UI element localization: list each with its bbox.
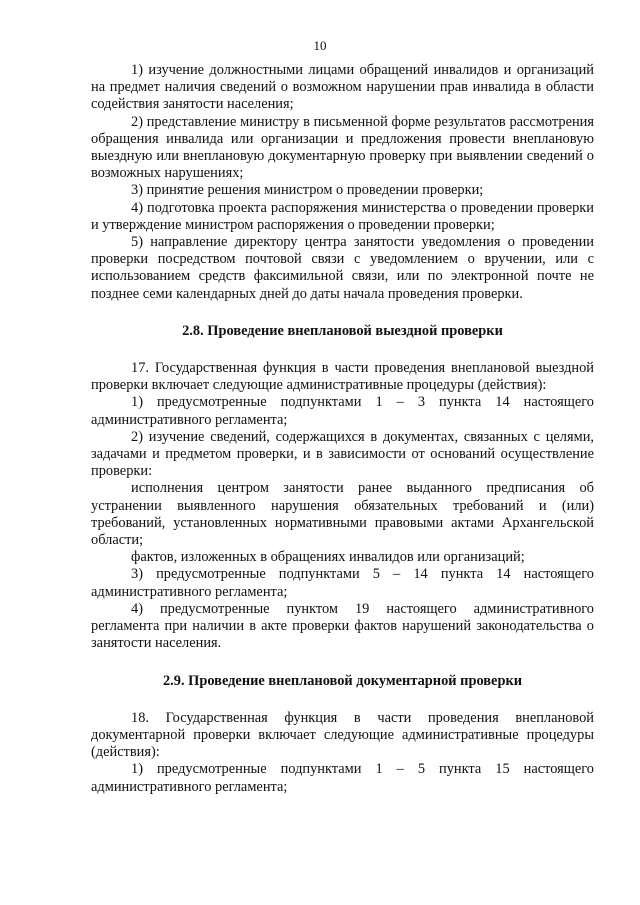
paragraph: 3) предусмотренные подпунктами 5 – 14 пункта 14 настоящего административного регламента;	[91, 566, 594, 600]
paragraph: 2) представление министру в письменной форме результатов рассмотрения обращения инвалида или организации и предложения провести внеплановую выездную или внеплановую документарную проверку при выявлении сведений о возможных нарушениях;	[91, 113, 594, 182]
paragraph: 17. Государственная функция в части проведения внеплановой выездной проверки включает следующие административные процедуры (действия):	[91, 360, 594, 394]
paragraph: исполнения центром занятости ранее выданного предписания об устранении выявленного нарушения обязательных требований и (или) требований, установленных нормативными правовыми актами Архангельской области;	[91, 480, 594, 549]
page-number: 10	[313, 38, 327, 53]
paragraph: 1) предусмотренные подпунктами 1 – 5 пункта 15 настоящего административного регламента;	[91, 761, 594, 795]
paragraph: 1) изучение должностными лицами обращений инвалидов и организаций на предмет наличия сведений о возможном нарушении прав инвалида в области содействия занятости населения;	[91, 62, 594, 113]
document-body	[91, 62, 594, 796]
section-heading-2-8: 2.8. Проведение внеплановой выездной проверки	[182, 322, 503, 339]
paragraph: 3) принятие решения министром о проведении проверки;	[131, 182, 484, 199]
section-heading-2-9: 2.9. Проведение внеплановой документарной проверки	[162, 672, 523, 689]
paragraph: 1) предусмотренные подпунктами 1 – 3 пункта 14 настоящего административного регламента;	[91, 394, 594, 428]
section-2-9-body	[91, 710, 594, 796]
paragraph: 4) предусмотренные пунктом 19 настоящего административного регламента при наличии в акте проверки фактов нарушений законодательства о занятости населения.	[91, 600, 594, 652]
paragraph: 5) направление директору центра занятости уведомления о проведении проверки посредством почтовой связи с уведомлением о вручении, или с использованием средств факсимильной связи, или по электронной почте не позднее семи календарных дней до даты начала проведения проверки.	[91, 234, 594, 302]
section-2-8-body	[91, 360, 594, 652]
procedure-list-block	[91, 62, 594, 303]
paragraph: 4) подготовка проекта распоряжения министерства о проведении проверки и утверждение министром распоряжения о проведении проверки;	[91, 199, 594, 233]
paragraph: 2) изучение сведений, содержащихся в документах, связанных с целями, задачами и предметом проверки, и в зависимости от оснований осуществление проверки:	[91, 428, 594, 480]
paragraph: 18. Государственная функция в части проведения внеплановой документарной проверки включает следующие административные процедуры (действия):	[91, 709, 594, 761]
paragraph: фактов, изложенных в обращениях инвалидов или организаций;	[131, 549, 525, 566]
